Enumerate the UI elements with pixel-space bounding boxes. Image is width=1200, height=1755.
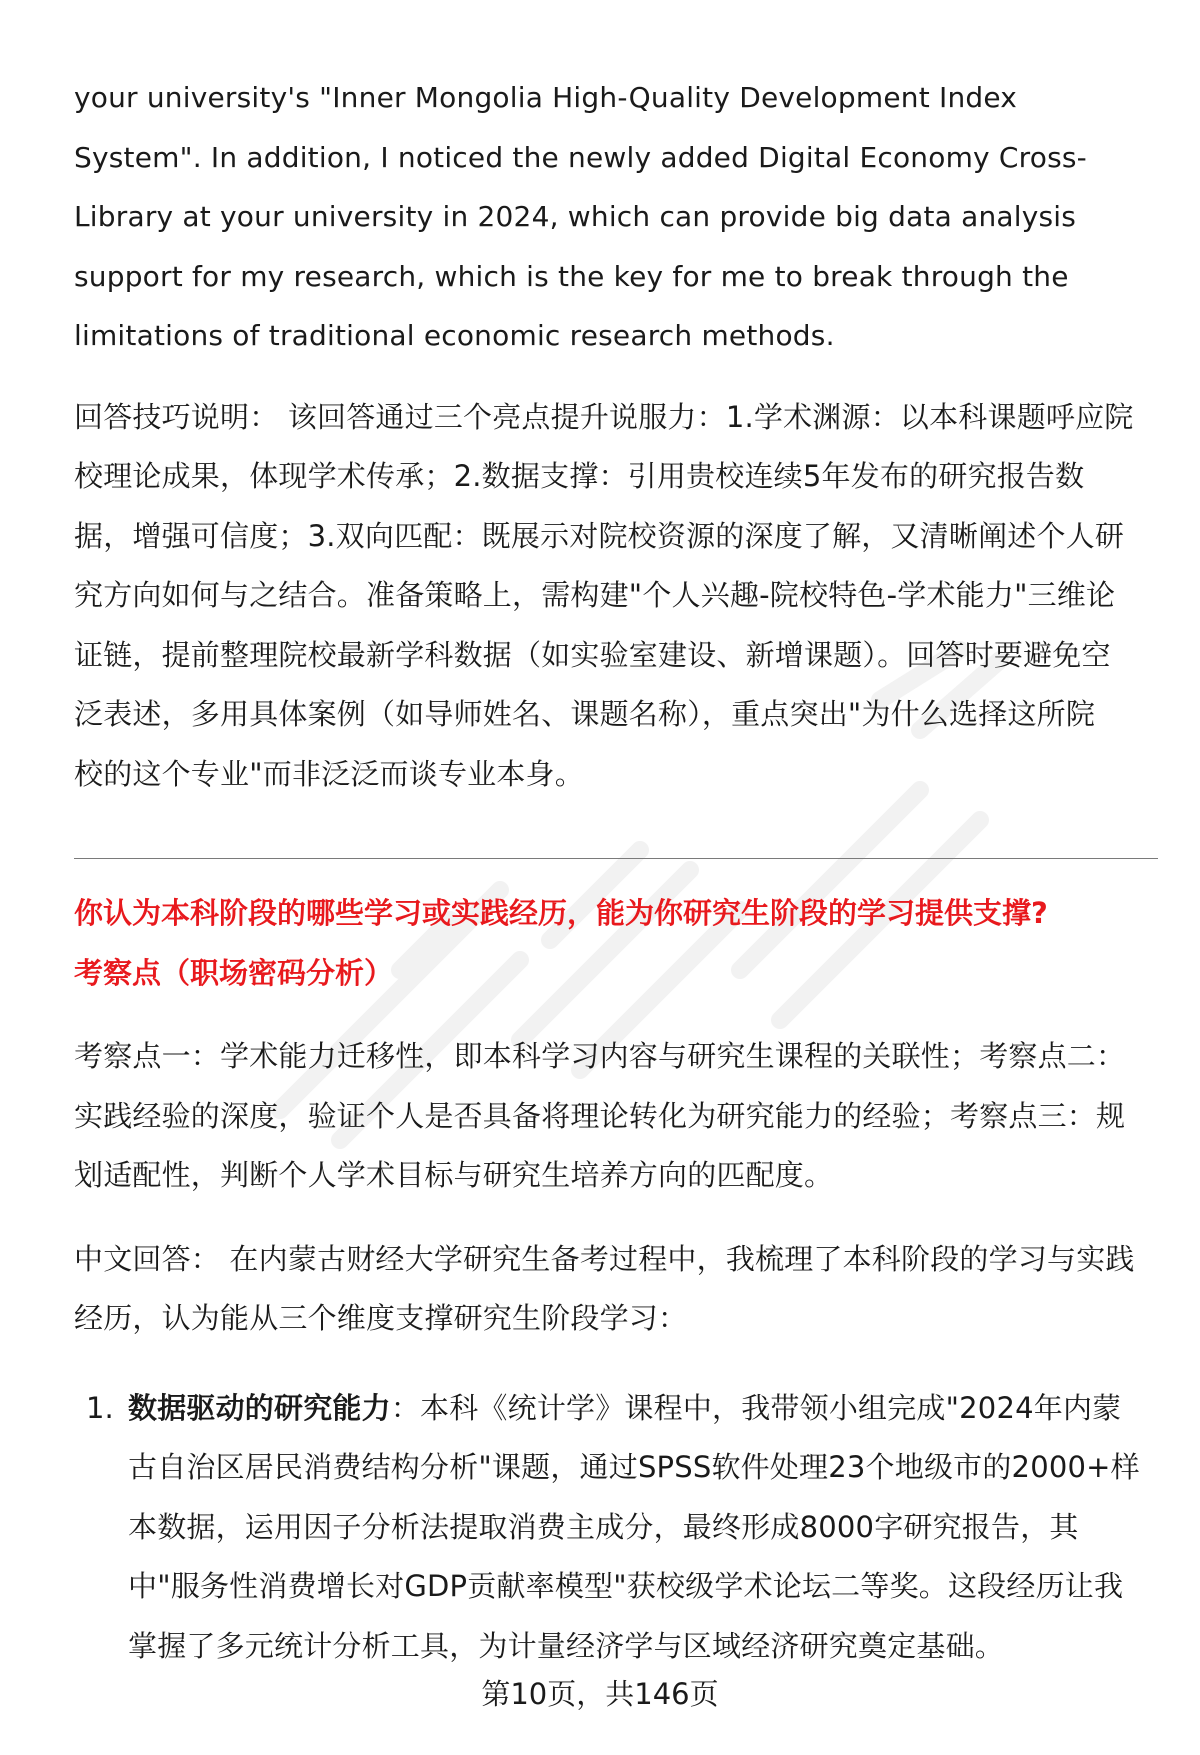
text-line: 掌握了多元统计分析工具，为计量经济学与区域经济研究奠定基础。	[128, 1628, 1005, 1663]
text-line: 实践经验的深度，验证个人是否具备将理论转化为研究能力的经验；考察点三：规	[74, 1098, 1126, 1133]
page-footer: 第10页，共146页	[481, 1677, 719, 1711]
section-divider	[74, 858, 1158, 859]
page-body	[74, 68, 1158, 804]
text-line: support for my research, which is the key for me to break through the	[74, 259, 1069, 293]
text-line: 据，增强可信度；3.双向匹配：既展示对院校资源的深度了解，又清晰阐述个人研	[74, 518, 1125, 553]
question-section	[74, 884, 1158, 1676]
text-line: 经历，认为能从三个维度支撑研究生阶段学习：	[74, 1301, 688, 1335]
text-line: 古自治区居民消费结构分析"课题，通过SPSS软件处理23个地级市的2000+样	[128, 1450, 1140, 1484]
text-line: 泛表述，多用具体案例（如导师姓名、课题名称），重点突出"为什么选择这所院	[74, 697, 1096, 731]
text-line: 证链，提前整理院校最新学科数据（如实验室建设、新增课题）。回答时要避免空	[74, 637, 1111, 672]
intro-paragraph	[74, 68, 1158, 366]
text-line: 校的这个专业"而非泛泛而谈专业本身。	[74, 756, 584, 791]
text-line: limitations of traditional economic research methods.	[74, 319, 835, 352]
chinese-answer-paragraph	[74, 1230, 1158, 1349]
text-line: 划适配性，判断个人学术目标与研究生培养方向的匹配度。	[74, 1158, 834, 1192]
text-line: 考察点一：学术能力迁移性，即本科学习内容与研究生课程的关联性；考察点二：	[74, 1039, 1126, 1073]
text-line: 中文回答： 在内蒙古财经大学研究生备考过程中，我梳理了本科阶段的学习与实践	[74, 1241, 1135, 1276]
text-line: 回答技巧说明： 该回答通过三个亮点提升说服力：1.学术渊源：以本科课题呼应院	[74, 399, 1134, 434]
list-bold-lead: 数据驱动的研究能力	[128, 1390, 391, 1425]
list-first-line-rest: ：本科《统计学》课程中，我带领小组完成"2024年内蒙	[390, 1390, 1122, 1425]
list-item	[74, 1379, 1158, 1677]
text-line: 中"服务性消费增长对GDP贡献率模型"获校级学术论坛二等奖。这段经历让我	[128, 1569, 1124, 1603]
exam-point-heading: 考察点（职场密码分析）	[74, 955, 394, 990]
text-line: your university's "Inner Mongolia High-Quality Development Index	[74, 81, 1018, 114]
text-line: System". In addition, I noticed the newly added Digital Economy Cross-	[74, 140, 1087, 174]
text-line: 校理论成果，体现学术传承；2.数据支撑：引用贵校连续5年发布的研究报告数	[74, 459, 1085, 493]
text-line: 究方向如何与之结合。准备策略上，需构建"个人兴趣-院校特色-学术能力"三维论	[74, 578, 1116, 612]
text-line	[128, 1379, 1158, 1439]
exam-point-paragraph	[74, 1027, 1158, 1206]
text-line: Library at your university in 2024, which can provide big data analysis	[74, 200, 1077, 233]
list-number: 1.	[86, 1390, 114, 1425]
question-title: 你认为本科阶段的哪些学习或实践经历，能为你研究生阶段的学习提供支撑?	[74, 896, 1048, 930]
text-line: 本数据，运用因子分析法提取消费主成分，最终形成8000字研究报告，其	[128, 1509, 1079, 1544]
tips-paragraph	[74, 388, 1158, 805]
